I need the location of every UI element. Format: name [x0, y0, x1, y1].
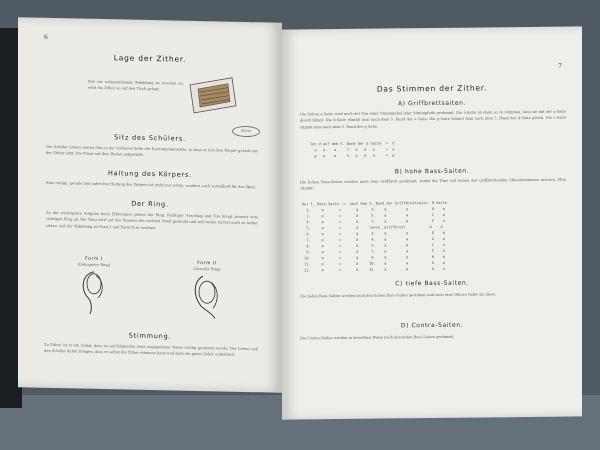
table-row: 3. a = a 5. a a C a	[302, 212, 445, 219]
zither-label-tag: Zither	[232, 126, 260, 138]
figure-form-2	[162, 260, 252, 329]
ring-form-2-icon	[185, 272, 229, 325]
figure-label: Form I	[85, 256, 103, 263]
figure-label: Form II	[197, 260, 217, 267]
section-text-c: Die tiefen Bass-Saiten werden nach den hohen Bass-Saiten gestimmt und zwar eine Oktave tiefer als diese.	[300, 292, 497, 299]
page-number: 7	[558, 62, 562, 70]
ring-form-1-icon	[74, 268, 114, 317]
page-number: 6	[44, 33, 48, 41]
table-row: Ton d auf dem 5. Bund der a-Saite = d	[310, 141, 395, 147]
table-row: g a a 5. a d a = g	[310, 153, 395, 159]
page-title: Lage der Zither.	[113, 53, 187, 64]
section-heading-b: B) hohe Bass-Saiten.	[394, 167, 470, 176]
table-row: a a a 7. a d a = a	[310, 147, 395, 153]
table-row: Der 1. Bass-Saite = nach dem 1. Bund der Griffbrettsaite D-Saite	[302, 200, 447, 207]
section-heading-haltung: Haltung des Körpers.	[107, 169, 193, 179]
figure-form-1	[54, 256, 134, 321]
section-text-sitz: Der Schüler nimmt seinen Sitz an der vorderen Seite der Instrumentenmitte, so dass er mit dem Körper gerade vor der Zither sitzt. Die Füsse auf dem Boden aufgestellt.	[46, 144, 258, 158]
intro-text: Wie wir nebenstehende Abbildung zu ersehen ist, wird die Zither so auf den Tisch gelegt.	[88, 79, 184, 92]
right-page	[282, 26, 582, 419]
tuning-table-b	[302, 200, 447, 274]
table-row: 12. a = a 12. a a A a	[302, 266, 445, 273]
section-heading-ring: Der Ring.	[131, 199, 169, 209]
section-heading-d: D) Contra-Saiten.	[400, 321, 464, 330]
table-row: 9. a = a 7. a a F a	[302, 248, 445, 255]
section-text-a: Die Saiten a-Saite wird nach der Ton einer Stimmgabel oder Stimmpfeife gestimmt. Die a-Saite ist dann so zu stimmen, dass sie mit der a-Saite gleich klingt. Die d-Saite stimmt man nach dem 5. Bund der a-Saite. Die g-Saite stimmt man nach dem 5. Bund der d-Saite gleich. Die c-Saite stimmt man nach dem 5. Bund der g-Saite.	[300, 109, 566, 130]
section-text-stimmung: Zu Zither ist es ein Gebot, dass sie auf folgenden Seite angegebener Weise richtig gestimmt werde. Der Lehrer soll den Schüler dahin bringen, dass er selbst die Zither stimmen kann und dazu ein gutes Gehör entwickelt.	[44, 342, 258, 358]
table-row: 11. a = a 10. a a E a	[302, 260, 445, 267]
table-row: 10. a = a 9. a a H a	[302, 254, 445, 261]
section-text-ring: Zu der wichtigsten Aufgabe beim Zitherspiel gehört der Ring. Richtiger Anschlag und Ton hängt zumeist vom richtigen Ring ab. Der Ring wird auf den Daumen der rechten Hand gesteckt und soll weder zu fest noch zu locker sitzen. Auf der Abbildung ist Form I und Form II zu ersehen.	[46, 210, 258, 230]
table-row: 2. a = a 3. a a G a	[302, 206, 445, 213]
section-heading-a: A) Griffbrettsaiten.	[397, 99, 467, 108]
section-heading-stimmung: Stimmung.	[128, 331, 172, 341]
section-text-b: Die hohen Bass-Saiten werden nach dem Griffbrett gestimmt, wobei die Töne mit denen der Griffbrettsaiten übereinstimmen müssen. Man stimmt:	[300, 177, 566, 191]
table-row: 6. a = a 2. a a D a	[302, 230, 445, 237]
figure-caption: (Gebogener Ring)	[77, 262, 111, 268]
tuning-table-a	[310, 140, 394, 159]
section-heading-c: C) tiefe Bass-Saiten.	[395, 279, 469, 288]
table-row: 5. a = a leere Griffbrett A a	[302, 224, 443, 231]
zither-illustration	[184, 71, 244, 122]
left-page	[18, 17, 282, 393]
page-title: Das Stimmen der Zither.	[376, 83, 488, 94]
section-heading-sitz: Sitz des Schülers.	[114, 133, 186, 143]
table-row: 8. a = a 5. a a C a	[302, 242, 445, 249]
section-text-d: Die Contra-Saiten werden in derselben Weise nach den tiefen Bass-Saiten gestimmt.	[300, 334, 455, 341]
table-row: 7. a = a 4. a a G a	[302, 236, 445, 243]
table-row: 4. a = a 7. a a F a	[302, 218, 445, 225]
section-text-haltung: Eine ruhige, gerade und aufrechte Haltung des Körpers ist nicht nur schön, sondern auch vorteilhaft für das Spiel.	[46, 180, 256, 190]
figure-caption: (Gerader Ring)	[193, 266, 221, 272]
